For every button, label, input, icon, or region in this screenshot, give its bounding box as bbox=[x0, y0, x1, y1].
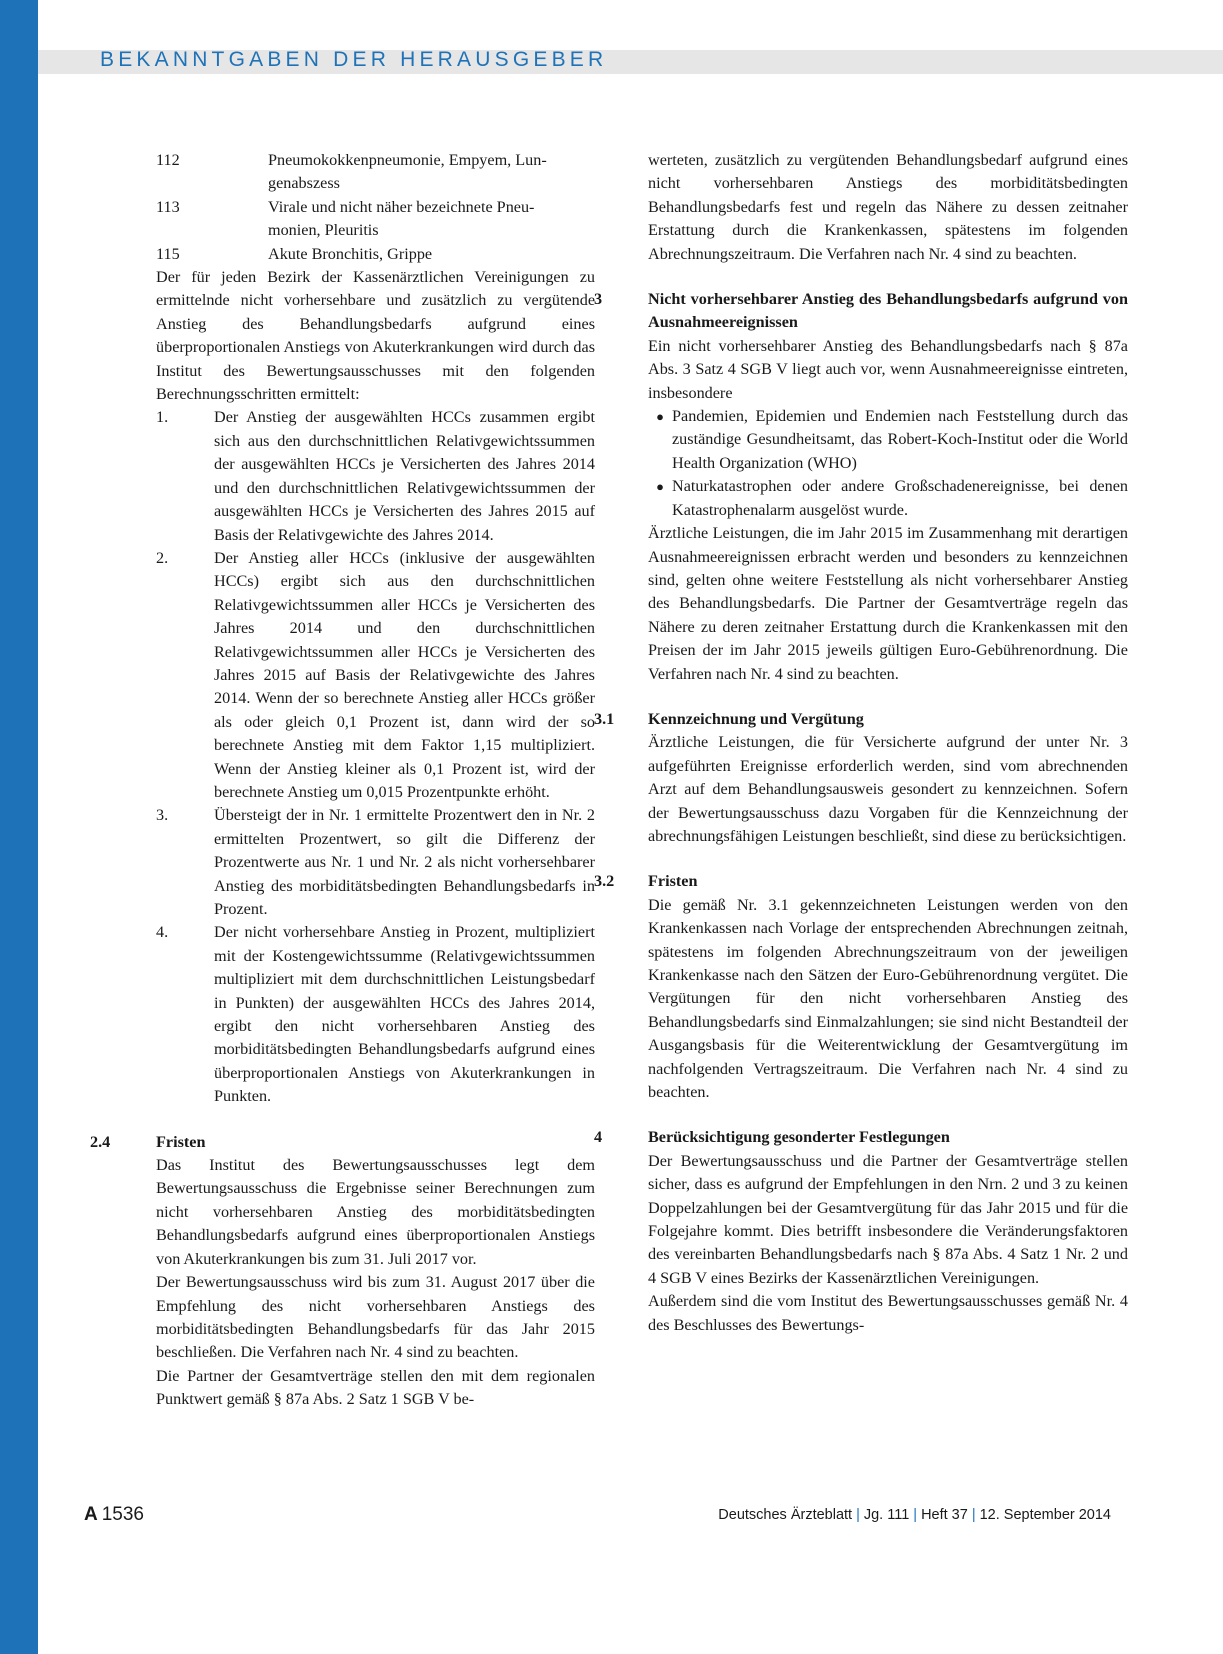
paragraph: Ärztliche Leistungen, die für Versicherte aufgrund der unter Nr. 3 aufgeführten Ereignisse erforderlich werden, sind vom abrechnenden Arzt auf dem Behandlungsausweis gesondert zu kennzeichnen. Sofern der Bewertungsausschuss dazu Vorgaben für die Kennzeichnung der abrechnungsfähigen Leistungen beschließt, sind diese zu berücksichtigen. bbox=[648, 733, 1128, 845]
separator: | bbox=[913, 1507, 918, 1523]
journal-citation bbox=[718, 1507, 1111, 1523]
paragraph: Der Bewertungsausschuss und die Partner der Gesamtverträge stellen sicher, dass es aufgrund der Empfehlungen in den Nrn. 2 und 3 zu keinen Doppelzahlungen bei der Gesamtvergütung für das Jahr 2015 und für die Folgejahre kommt. Dies betrifft insbesondere die Veränderungsfaktoren des vereinbarten Behandlungsbedarfs nach § 87a Abs. 4 Satz 1 Nr. 2 und 4 SGB V eines Bezirks der Kassenärztlichen Vereinigungen. bbox=[648, 1151, 1128, 1287]
section-title: Fristen bbox=[648, 872, 698, 891]
intro-paragraph: Der für jeden Bezirk der Kassenärztlichen Vereinigungen zu ermittelnde nicht vorhersehbare und zusätzlich zu vergütende Anstieg des Behandlungsbedarfs aufgrund eines überproportionalen Anstiegs von Akuterkrankungen wird durch das Institut des Bewertungsausschusses mit den folgenden Berechnungsschritten ermittelt: bbox=[156, 268, 595, 404]
paragraph: Ärztliche Leistungen, die im Jahr 2015 im Zusammenhang mit derartigen Ausnahmeereignissen erbracht werden und besonders zu kennzeichnen sind, gelten ohne weitere Feststellung als nicht vorhersehbarer Anstieg des Behandlungsbedarfs. Die Partner der Gesamtverträge regeln das Nähere zu deren zeitnaher Erstattung durch die Krankenkassen mit den Preisen der im Jahr 2015 jeweils gültigen Euro-Gebührenordnung. Die Verfahren nach Nr. 4 sind zu beachten. bbox=[648, 524, 1128, 683]
section-3 bbox=[594, 288, 1128, 686]
list-item: ● Pandemien, Epidemien und Endemien nach Feststellung durch das zuständige Gesundheitsamt, das Robert-Koch-Institut oder die World Health Organization (WHO) bbox=[648, 405, 1128, 475]
section-title: Fristen bbox=[156, 1132, 206, 1151]
separator: | bbox=[856, 1507, 860, 1523]
calculation-steps bbox=[90, 406, 595, 1108]
paragraph: Ein nicht vorhersehbarer Anstieg des Behandlungsbedarfs nach § 87a Abs. 3 Satz 4 SGB V liegt auch vor, wenn Ausnahmeereignisse eintreten, insbesondere bbox=[648, 336, 1128, 402]
table-line: 112 Pneumokokkenpneumonie, Empyem, Lun- bbox=[156, 151, 547, 169]
paragraph: Die gemäß Nr. 3.1 gekennzeichneten Leistungen werden von den Krankenkassen nach Vorlage der entsprechenden Abrechnungen zeitnah, spätestens im folgenden Abrechnungszeitraum von der jeweiligen Krankenkasse nach den Sätzen der Euro-Gebührenordnung vergütet. Die Vergütungen für den nicht vorhersehbaren Anstieg des Behandlungsbedarfs sind Einmalzahlungen; sie sind nicht Bestandteil der Ausgangsbasis für die Weiterentwicklung der Gesamtvergütung im nachfolgenden Vertragszeitraum. Die Verfahren nach Nr. 4 sind zu beachten. bbox=[648, 895, 1128, 1102]
paragraph: Das Institut des Bewertungsausschusses legt dem Bewertungsausschuss die Ergebnisse seiner Berechnungen zum nicht vorhersehbaren Anstieg des morbiditätsbedingten Behandlungsbedarfs aufgrund eines überproportionalen Anstiegs von Akuterkrankungen bis zum 31. Juli 2017 vor. bbox=[156, 1156, 595, 1268]
paragraph: Die Partner der Gesamtverträge stellen den mit dem regionalen Punktwert gemäß § 87a Abs. 2 Satz 1 SGB V be- bbox=[156, 1366, 595, 1409]
section-3-2 bbox=[594, 870, 1128, 1104]
section-title: Kennzeichnung und Vergütung bbox=[648, 709, 864, 728]
section-number: 3.2 bbox=[594, 872, 615, 891]
separator: | bbox=[971, 1507, 976, 1523]
section-3-1 bbox=[594, 708, 1128, 848]
section-title: Berücksichtigung gesonderter Festlegungen bbox=[648, 1128, 950, 1147]
section-number: 3 bbox=[594, 290, 603, 309]
journal-date: 12. September 2014 bbox=[979, 1507, 1111, 1523]
table-line: genabszess bbox=[268, 174, 340, 193]
section-header-title: BEKANNTGABEN DER HERAUSGEBER bbox=[100, 48, 608, 71]
list-item: 1. Der Anstieg der ausgewählten HCCs zusammen ergibt sich aus den durchschnittlichen Relativgewichtssummen der ausgewählten HCCs je Versicherten des Jahres 2014 und den durchschnittlichen Relativgewichtssummen der ausgewählten HCCs je Versicherten des Jahres 2015 auf Basis der Relativgewichte des Jahres 2014. bbox=[156, 408, 595, 544]
left-color-bar bbox=[0, 0, 38, 1654]
journal-name: Deutsches Ärzteblatt bbox=[718, 1507, 853, 1523]
section-number: 4 bbox=[594, 1128, 603, 1147]
table-line: 113 Virale und nicht näher bezeichnete Pneu- bbox=[156, 197, 535, 216]
list-item: 4. Der nicht vorhersehbare Anstieg in Prozent, multipliziert mit der Kostengewichtssumme (Relativgewichtssummen multipliziert mit dem durchschnittlichen Leistungsbedarf in Punkten) der ausgewählten HCCs des Jahres 2014, ergibt den nicht vorhersehbaren Anstieg des morbiditätsbedingten Behandlungsbedarfs aufgrund eines überproportionalen Anstiegs von Akuterkrankungen in Punkten. bbox=[156, 923, 595, 1106]
journal-issue: Heft 37 bbox=[921, 1507, 968, 1523]
left-column bbox=[90, 149, 595, 1412]
section-number: 3.1 bbox=[594, 709, 615, 728]
right-column bbox=[594, 149, 1128, 1337]
table-line: monien, Pleuritis bbox=[268, 221, 379, 240]
list-item: 2. Der Anstieg aller HCCs (inklusive der ausgewählten HCCs) ergibt sich aus den durchschnittlichen Relativgewichtssummen aller HCCs je Versicherten des Jahres 2014 und den durchschnittlichen Relativgewichtssummen aller HCCs je Versicherten des Jahres 2015 auf Basis der Relativgewichte des Jahres 2014. Wenn der so berechnete Anstieg aller HCCs größer als oder gleich 0,1 Prozent ist, dann wird der so berechnete Anstieg mit dem Faktor 1,15 multipliziert. Wenn der Anstieg kleiner als 0,1 Prozent ist, wird der berechnete Anstieg um 0,015 Prozentpunkte erhöht. bbox=[156, 548, 595, 801]
bullet-icon: ● bbox=[656, 409, 664, 425]
section-number: 2.4 bbox=[90, 1132, 111, 1151]
bullet-icon: ● bbox=[656, 479, 664, 495]
hcc-table bbox=[90, 149, 595, 266]
section-2-4 bbox=[90, 1131, 595, 1412]
paragraph: Außerdem sind die vom Institut des Bewertungsausschusses gemäß Nr. 4 des Beschlusses des Bewertungs- bbox=[648, 1292, 1128, 1334]
table-line: 115 Akute Bronchitis, Grippe bbox=[156, 244, 433, 263]
list-item: 3. Übersteigt der in Nr. 1 ermittelte Prozentwert den in Nr. 2 ermittelten Prozentwert, so gilt die Differenz der Prozentwerte aus Nr. 1 und Nr. 2 als nicht vorhersehbarer Anstieg des morbiditätsbedingten Behandlungsbedarfs in Prozent. bbox=[156, 806, 595, 918]
exception-events-list bbox=[648, 405, 1128, 522]
page-number: A 1536 bbox=[84, 1504, 145, 1525]
journal-volume: Jg. 111 bbox=[863, 1507, 910, 1523]
section-title: Nicht vorhersehbarer Anstieg des Behandlungsbedarfs aufgrund von Ausnahmeereignissen bbox=[648, 290, 1128, 332]
list-item: ● Naturkatastrophen oder andere Großschadenereignisse, bei denen Katastrophenalarm ausgelöst wurde. bbox=[648, 475, 1128, 522]
paragraph: Der Bewertungsausschuss wird bis zum 31. August 2017 über die Empfehlung des nicht vorhersehbaren Anstiegs des morbiditätsbedingten Behandlungsbedarfs für das Jahr 2015 beschließen. Die Verfahren nach Nr. 4 sind zu beachten. bbox=[156, 1273, 595, 1362]
section-4 bbox=[594, 1126, 1128, 1337]
continued-paragraph: werteten, zusätzlich zu vergütenden Behandlungsbedarf aufgrund eines nicht vorhersehbaren Anstiegs des morbiditätsbedingten Behandlungsbedarfs fest und regeln das Nähere zu dessen zeitnaher Erstattung durch die Krankenkassen, spätestens im folgenden Abrechnungszeitraum. Die Verfahren nach Nr. 4 sind zu beachten. bbox=[648, 151, 1128, 263]
